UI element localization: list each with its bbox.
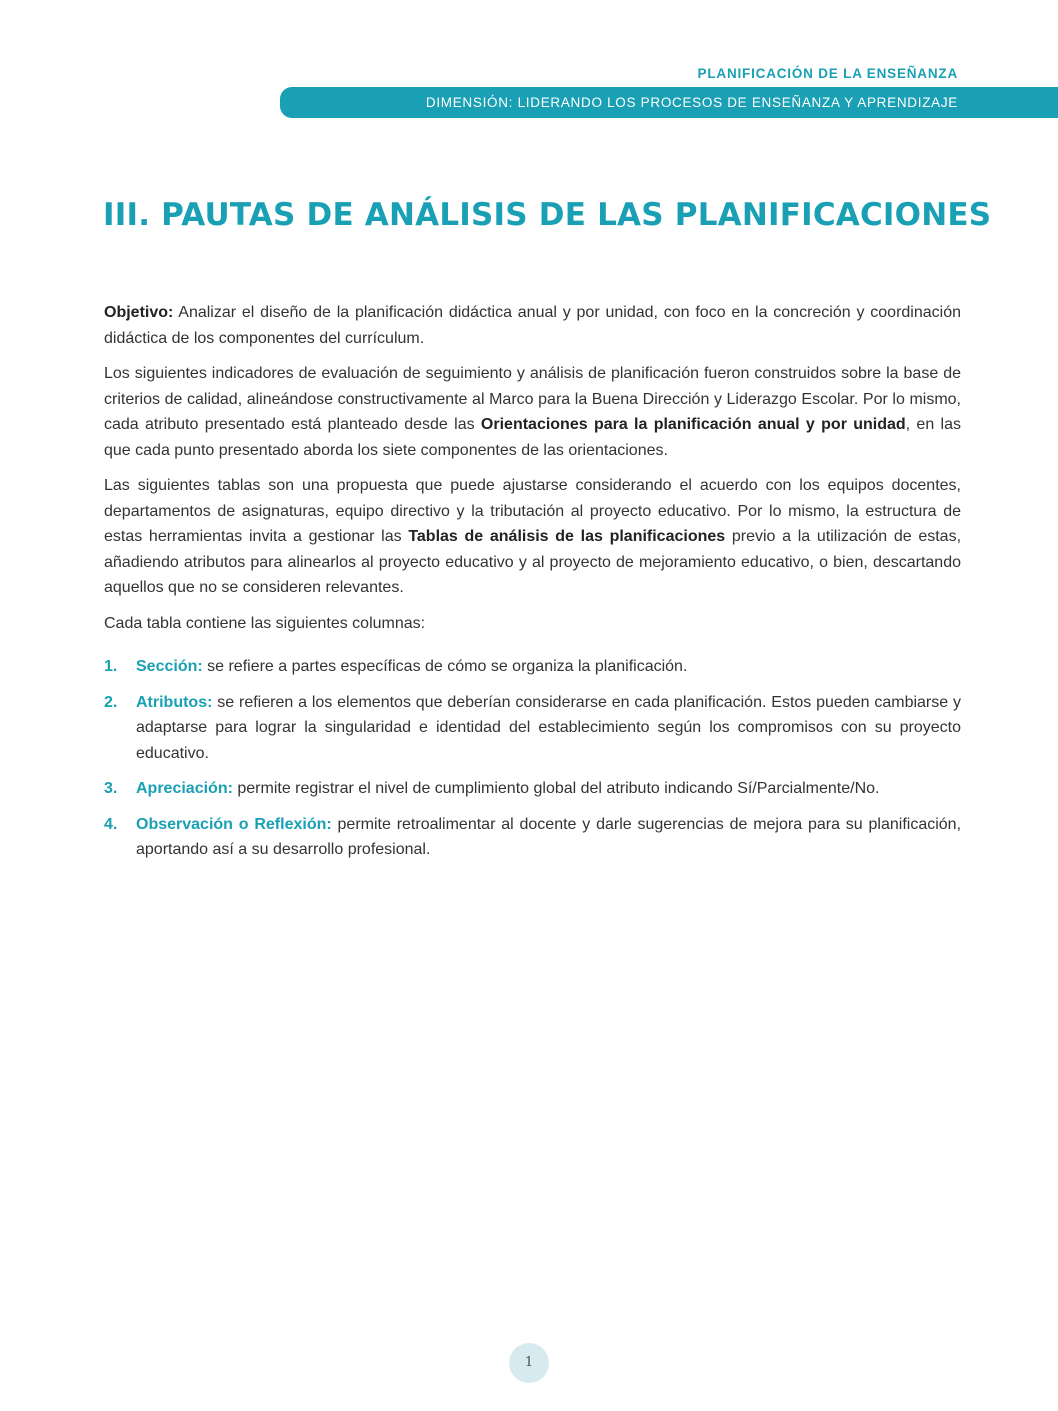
list-item-text: se refieren a los elementos que deberían considerarse en cada planificación. Estos pueden cambiarse y adaptarse para lograr la singularidad e identidad del establecimiento según los compromisos con su proyecto educativo. — [136, 693, 961, 762]
paragraph-tables-before: Las siguientes tablas son una propuesta que puede ajustarse considerando el acuerdo con los equipos docentes, departamentos de asignaturas, equipo directivo y la tributación al proyecto educativo. Por lo mismo, la estructura de estas herramientas invita a gestionar las — [104, 477, 961, 545]
paragraph-tables — [104, 473, 961, 601]
objective-label: Objetivo: — [104, 304, 174, 321]
paragraph-indicators-after: , en las que cada punto presentado aborda los siete componentes de las orientaciones. — [104, 416, 961, 459]
list-item-text: permite registrar el nivel de cumplimiento global del atributo indicando Sí/Parcialmente/No. — [232, 780, 880, 797]
page-title: III. PAUTAS DE ANÁLISIS DE LAS PLANIFICACIONES — [103, 197, 992, 233]
list-item-number: 4. — [104, 815, 118, 833]
paragraph-indicators — [104, 361, 961, 463]
list-item-term: Observación o Reflexión: — [136, 815, 332, 833]
list-item — [104, 812, 961, 863]
objective-text: Analizar el diseño de la planificación didáctica anual y por unidad, con foco en la concreción y coordinación didáctica de los componentes del currículum. — [104, 304, 961, 347]
list-item — [104, 654, 961, 680]
page-number-badge: 1 — [509, 1343, 549, 1383]
list-item-term: Apreciación: — [136, 780, 233, 797]
paragraph-indicators-before: Los siguientes indicadores de evaluación de seguimiento y análisis de planificación fueron construidos sobre la base de criterios de calidad, alineándose constructivamente al Marco para la Buena Dirección y Liderazgo Escolar. Por lo mismo, cada atributo presentado está planteado desde las — [104, 365, 961, 433]
columns-list — [104, 654, 961, 863]
header-section-title: PLANIFICACIÓN DE LA ENSEÑANZA — [697, 66, 958, 81]
list-item-number: 3. — [104, 780, 118, 797]
header-dimension-text: DIMENSIÓN: LIDERANDO LOS PROCESOS DE ENSEÑANZA Y APRENDIZAJE — [425, 95, 958, 110]
paragraph-tables-after: previo a la utilización de estas, añadiendo atributos para alinearlos al proyecto educativo y al proyecto de mejoramiento educativo, o bien, descartando aquellos que no se consideren relevantes. — [104, 528, 962, 596]
list-item-text: se refiere a partes específicas de cómo se organiza la planificación. — [202, 658, 688, 675]
paragraph-columns-intro: Cada tabla contiene las siguientes columnas: — [104, 614, 426, 632]
list-item-number: 2. — [104, 693, 118, 711]
list-item — [104, 690, 961, 767]
list-item-number: 1. — [104, 658, 118, 675]
objective-paragraph — [104, 300, 961, 351]
paragraph-tables-bold: Tablas de análisis de las planificaciones — [408, 528, 726, 545]
list-item-term: Atributos: — [136, 693, 213, 711]
list-item-term: Sección: — [136, 658, 203, 675]
header-dimension-band — [280, 87, 1058, 118]
document-body — [104, 300, 961, 873]
list-item — [104, 776, 961, 802]
list-item-text: permite retroalimentar al docente y darle sugerencias de mejora para su planificación, aportando así a su desarrollo profesional. — [136, 815, 962, 858]
paragraph-indicators-bold: Orientaciones para la planificación anual y por unidad — [480, 416, 906, 433]
